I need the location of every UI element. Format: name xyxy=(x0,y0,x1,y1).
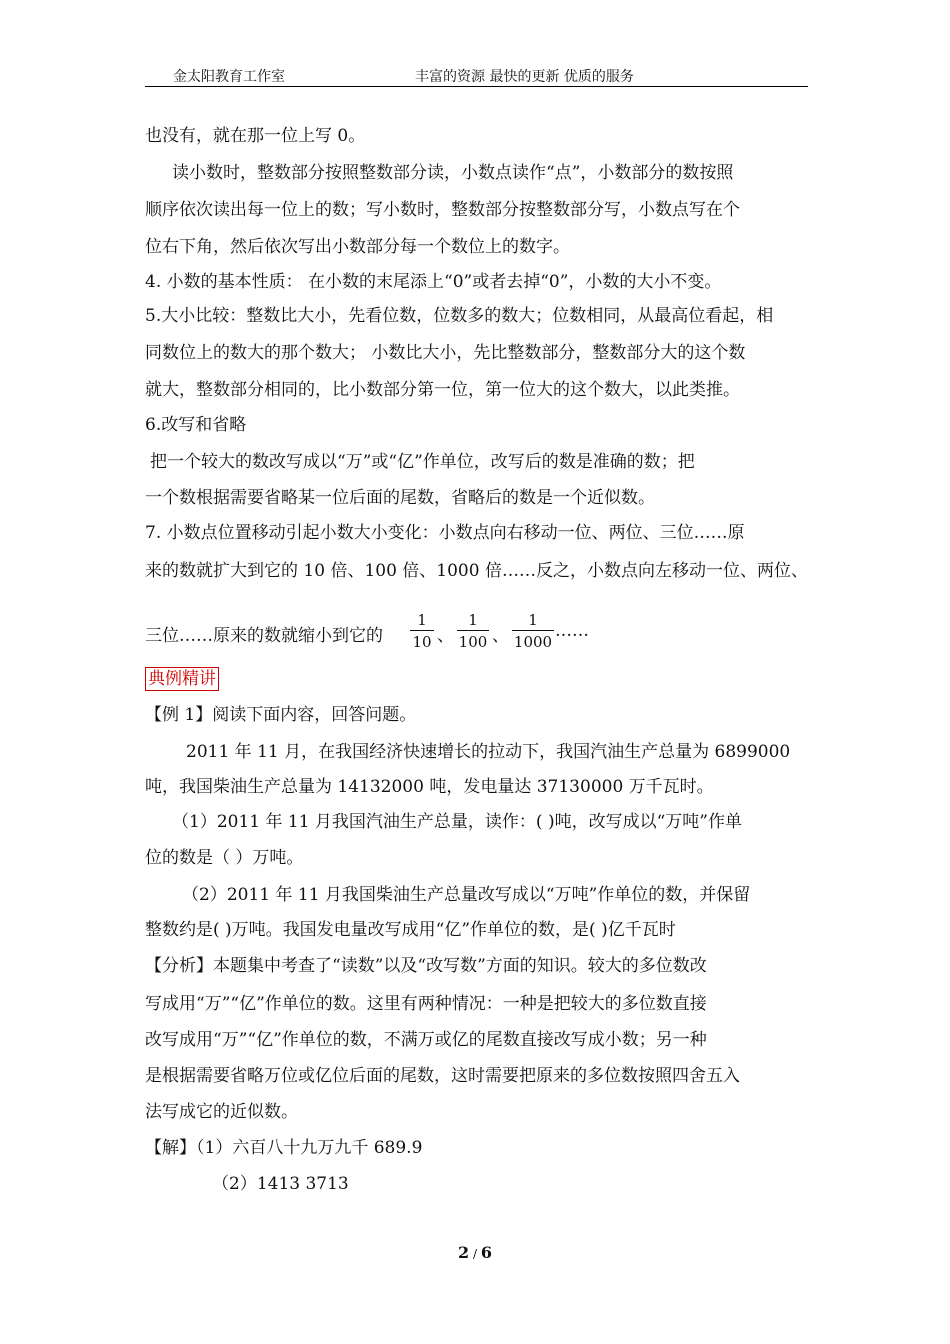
example-line: 法写成它的近似数。 xyxy=(145,1102,298,1122)
fraction-line-suffix: …… xyxy=(555,621,589,641)
fraction-1-100 xyxy=(457,610,489,653)
text-line: 5.大小比较：整数比大小，先看位数，位数多的数大；位数相同，从最高位看起，相 xyxy=(145,306,774,326)
fraction-numerator: 1 xyxy=(417,611,427,629)
text-line: 一个数根据需要省略某一位后面的尾数，省略后的数是一个近似数。 xyxy=(145,488,655,508)
text-line: 把一个较大的数改写成以“万”或“亿”作单位，改写后的数是准确的数；把 xyxy=(150,452,695,472)
example-line: 改写成用“万”“亿”作单位的数，不满万或亿的尾数直接改写成小数；另一种 xyxy=(145,1030,707,1050)
fraction-denominator: 100 xyxy=(458,633,488,651)
example-line: 【例 1】阅读下面内容，回答问题。 xyxy=(145,705,417,725)
page-header xyxy=(145,64,808,87)
text-line: 4. 小数的基本性质： 在小数的末尾添上“0”或者去掉“0”，小数的大小不变。 xyxy=(145,272,722,292)
text-line: 来的数就扩大到它的 10 倍、100 倍、1000 倍……反之，小数点向左移动一位、两位、 xyxy=(145,561,808,581)
fraction-denominator: 1000 xyxy=(513,633,553,651)
page-separator: / xyxy=(469,1247,481,1261)
example-line: 整数约是( )万吨。我国发电量改写成用“亿”作单位的数，是( )亿千瓦时 xyxy=(145,920,676,940)
example-line: 【分析】本题集中考查了“读数”以及“改写数”方面的知识。较大的多位数改 xyxy=(145,956,707,976)
fraction-1-10 xyxy=(410,610,434,653)
fraction-separator: 、 xyxy=(492,626,509,646)
text-line: 顺序依次读出每一位上的数；写小数时，整数部分按整数部分写，小数点写在个 xyxy=(145,200,740,220)
example-line: （2）1413 3713 xyxy=(212,1174,349,1194)
example-line: 位的数是（ ）万吨。 xyxy=(145,848,304,868)
example-line: 吨，我国柴油生产总量为 14132000 吨，发电量达 37130000 万千瓦时。 xyxy=(145,777,714,797)
text-line: 也没有，就在那一位上写 0。 xyxy=(145,126,366,146)
fraction-1-1000 xyxy=(512,610,554,653)
example-line: （1）2011 年 11 月我国汽油生产总量，读作：( )吨，改写成以“万吨”作单 xyxy=(172,812,742,832)
header-left-text: 金太阳教育工作室 xyxy=(173,69,285,85)
section-tag: 典例精讲 xyxy=(145,667,219,691)
text-line: 位右下角，然后依次写出小数部分每一个数位上的数字。 xyxy=(145,237,570,257)
fraction-numerator: 1 xyxy=(468,611,478,629)
fraction-separator: 、 xyxy=(437,626,454,646)
fraction-denominator: 10 xyxy=(412,633,432,651)
text-line: 读小数时，整数部分按照整数部分读，小数点读作“点”，小数部分的数按照 xyxy=(172,163,734,183)
example-line: 2011 年 11 月，在我国经济快速增长的拉动下，我国汽油生产总量为 6899000 xyxy=(186,742,791,762)
page-number xyxy=(0,1243,950,1262)
page-total: 6 xyxy=(480,1243,492,1262)
example-line: 是根据需要省略万位或亿位后面的尾数，这时需要把原来的多位数按照四舍五入 xyxy=(145,1066,740,1086)
text-line: 7. 小数点位置移动引起小数大小变化：小数点向右移动一位、两位、三位……原 xyxy=(145,523,745,543)
text-line: 6.改写和省略 xyxy=(145,415,247,435)
fraction-numerator: 1 xyxy=(528,611,538,629)
example-line: （2）2011 年 11 月我国柴油生产总量改写成以“万吨”作单位的数，并保留 xyxy=(182,885,751,905)
example-line: 【解】（1）六百八十九万九千 689.9 xyxy=(145,1138,423,1158)
text-line: 就大，整数部分相同的，比小数部分第一位，第一位大的这个数大，以此类推。 xyxy=(145,380,740,400)
fraction-line-prefix: 三位……原来的数就缩小到它的 xyxy=(145,626,383,646)
page-current: 2 xyxy=(458,1243,470,1262)
header-right-text: 丰富的资源 最快的更新 优质的服务 xyxy=(415,69,634,85)
example-line: 写成用“万”“亿”作单位的数。这里有两种情况：一种是把较大的多位数直接 xyxy=(145,994,707,1014)
text-line: 同数位上的数大的那个数大； 小数比大小，先比整数部分，整数部分大的这个数 xyxy=(145,343,746,363)
